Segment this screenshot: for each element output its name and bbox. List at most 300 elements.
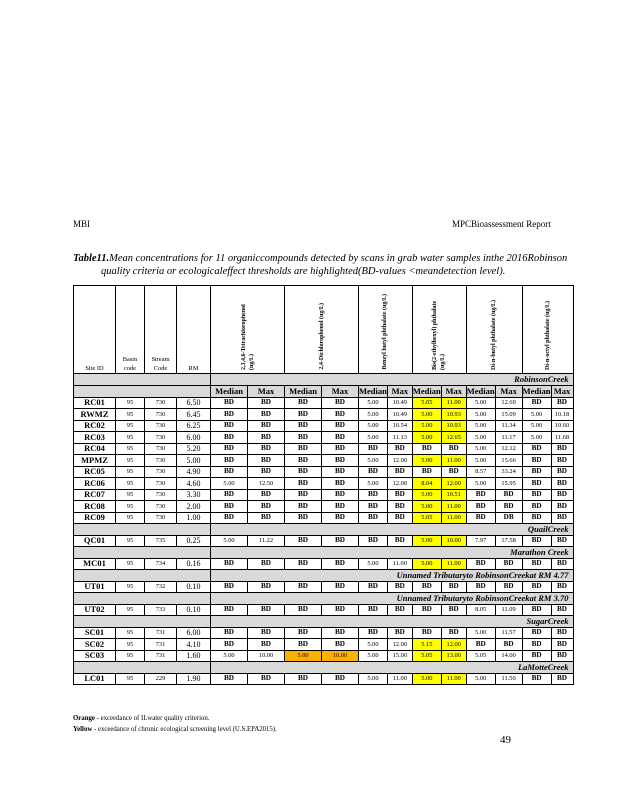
value-cell: BD — [522, 501, 551, 513]
value-cell: BD — [322, 455, 359, 467]
value-cell: BD — [322, 443, 359, 455]
value-cell: 5.00 — [285, 650, 322, 662]
basin-cell: 95 — [116, 581, 145, 593]
stream-cell: 730 — [145, 432, 177, 444]
value-cell: 5.15 — [412, 639, 441, 651]
value-cell: BD — [551, 639, 573, 651]
value-cell: 15.95 — [495, 478, 522, 490]
value-cell: BD — [211, 432, 248, 444]
stream-cell: 730 — [145, 455, 177, 467]
subhead-blank — [74, 385, 211, 397]
value-cell: 5.00 — [466, 478, 495, 490]
basin-cell: 95 — [116, 409, 145, 421]
value-cell: BD — [211, 420, 248, 432]
value-cell: BD — [285, 455, 322, 467]
value-cell: BD — [322, 489, 359, 501]
value-cell: BD — [248, 432, 285, 444]
table-row — [74, 443, 574, 455]
rm-cell: 5.20 — [177, 443, 211, 455]
value-cell: BD — [359, 535, 388, 547]
value-cell: BD — [211, 673, 248, 685]
value-cell: BD — [551, 397, 573, 409]
value-cell: BD — [211, 627, 248, 639]
value-cell: BD — [412, 627, 441, 639]
stream-cell: 730 — [145, 478, 177, 490]
value-cell: BD — [322, 673, 359, 685]
value-cell: BD — [441, 581, 466, 593]
col-compound-2: 2,4-Dichlorophenol (ug/L) — [285, 286, 359, 374]
stream-cell: 730 — [145, 489, 177, 501]
note-yellow: Yellow - exceedance of chronic ecological screening level (U.S.EPA2015). — [73, 726, 277, 733]
median-max-row — [74, 385, 574, 397]
value-cell: 5.00 — [466, 432, 495, 444]
value-cell: BD — [551, 650, 573, 662]
value-cell: BD — [441, 443, 466, 455]
section-title: RobinsonCreek — [211, 374, 574, 386]
value-cell: BD — [387, 443, 412, 455]
value-cell: BD — [551, 627, 573, 639]
value-cell: BD — [522, 512, 551, 524]
value-cell: BD — [387, 627, 412, 639]
value-cell: BD — [551, 604, 573, 616]
value-cell: 5.00 — [359, 409, 388, 421]
value-cell: BD — [322, 432, 359, 444]
value-cell: BD — [322, 466, 359, 478]
table-row — [74, 420, 574, 432]
col-rm: RM — [177, 286, 211, 374]
value-cell: BD — [322, 420, 359, 432]
value-cell: BD — [522, 627, 551, 639]
value-cell: BD — [466, 581, 495, 593]
value-cell: BD — [211, 604, 248, 616]
value-cell: BD — [285, 489, 322, 501]
site-id-cell: RC07 — [74, 489, 116, 501]
value-cell: BD — [248, 420, 285, 432]
value-cell: 10.18 — [551, 409, 573, 421]
max-label: Max — [441, 385, 466, 397]
value-cell: BD — [285, 466, 322, 478]
rm-cell: 0.16 — [177, 558, 211, 570]
value-cell: 8.57 — [466, 466, 495, 478]
value-cell: BD — [248, 397, 285, 409]
table-row — [74, 627, 574, 639]
value-cell: BD — [441, 627, 466, 639]
value-cell: 5.05 — [412, 512, 441, 524]
value-cell: 8.04 — [412, 478, 441, 490]
value-cell: 5.05 — [412, 650, 441, 662]
value-cell: BD — [495, 639, 522, 651]
rm-cell: 6.50 — [177, 397, 211, 409]
value-cell: 12.65 — [441, 432, 466, 444]
value-cell: BD — [522, 558, 551, 570]
value-cell: BD — [522, 443, 551, 455]
table-row — [74, 397, 574, 409]
col-compound-3: Benzyl butyl phthalate (ug/L) — [359, 286, 413, 374]
site-id-cell: UT02 — [74, 604, 116, 616]
value-cell: BD — [322, 501, 359, 513]
table-notes — [73, 713, 277, 735]
basin-cell: 95 — [116, 604, 145, 616]
basin-cell: 95 — [116, 489, 145, 501]
value-cell: 5.00 — [412, 420, 441, 432]
value-cell: BD — [285, 409, 322, 421]
value-cell: 8.05 — [466, 604, 495, 616]
value-cell: BD — [522, 650, 551, 662]
value-cell: BD — [285, 501, 322, 513]
value-cell: BD — [522, 639, 551, 651]
value-cell: BD — [551, 501, 573, 513]
stream-cell: 229 — [145, 673, 177, 685]
value-cell: 15.09 — [495, 409, 522, 421]
value-cell: BD — [211, 455, 248, 467]
stream-cell: 730 — [145, 466, 177, 478]
section-title: Unnamed Tributaryto RobinsonCreekat RM 4.77 — [211, 570, 574, 582]
value-cell: 12.69 — [495, 397, 522, 409]
basin-cell: 95 — [116, 639, 145, 651]
value-cell: BD — [522, 489, 551, 501]
value-cell: BD — [495, 581, 522, 593]
value-cell: 11.00 — [441, 512, 466, 524]
section-blank — [74, 374, 211, 386]
table-row — [74, 466, 574, 478]
value-cell: BD — [285, 512, 322, 524]
col-compound-5: Di-n-butyl phthalate (ug/L) — [466, 286, 522, 374]
value-cell: BD — [359, 489, 388, 501]
value-cell: 5.00 — [466, 627, 495, 639]
basin-cell: 95 — [116, 443, 145, 455]
section-row — [74, 662, 574, 674]
value-cell: 11.00 — [387, 673, 412, 685]
value-cell: 5.00 — [359, 455, 388, 467]
value-cell: 5.00 — [466, 409, 495, 421]
value-cell: BD — [285, 535, 322, 547]
section-title: QuailCreek — [211, 524, 574, 536]
value-cell: 11.34 — [495, 420, 522, 432]
value-cell: BD — [466, 639, 495, 651]
site-id-cell: SC03 — [74, 650, 116, 662]
value-cell: BD — [522, 535, 551, 547]
value-cell: BD — [322, 604, 359, 616]
value-cell: BD — [211, 639, 248, 651]
value-cell: BD — [359, 501, 388, 513]
running-header-left: MBI — [73, 219, 91, 229]
value-cell: BD — [551, 512, 573, 524]
value-cell: BD — [211, 397, 248, 409]
table-row — [74, 650, 574, 662]
value-cell: BD — [285, 397, 322, 409]
rm-cell: 6.45 — [177, 409, 211, 421]
basin-cell: 95 — [116, 478, 145, 490]
value-cell: BD — [412, 466, 441, 478]
value-cell: BD — [387, 535, 412, 547]
rm-cell: 4.10 — [177, 639, 211, 651]
rm-cell: 0.10 — [177, 604, 211, 616]
value-cell: 5.00 — [466, 397, 495, 409]
value-cell: BD — [248, 604, 285, 616]
value-cell: 5.00 — [522, 420, 551, 432]
value-cell: 11.00 — [387, 558, 412, 570]
value-cell: BD — [495, 501, 522, 513]
value-cell: 5.00 — [466, 443, 495, 455]
value-cell: 10.00 — [441, 535, 466, 547]
rm-cell: 1.90 — [177, 673, 211, 685]
value-cell: 11.00 — [441, 397, 466, 409]
value-cell: 5.00 — [211, 650, 248, 662]
value-cell: 13.00 — [441, 650, 466, 662]
value-cell: BD — [359, 443, 388, 455]
value-cell: 12.00 — [441, 639, 466, 651]
table-row — [74, 535, 574, 547]
value-cell: BD — [387, 466, 412, 478]
value-cell: 5.00 — [412, 489, 441, 501]
value-cell: BD — [248, 673, 285, 685]
value-cell: 10.54 — [387, 420, 412, 432]
stream-cell: 732 — [145, 581, 177, 593]
section-row — [74, 570, 574, 582]
value-cell: BD — [285, 478, 322, 490]
caption-line-2: quality criteria or ecologicaleffect thresholds are highlighted(BD-values <meandetection level). — [101, 266, 506, 277]
median-label: Median — [466, 385, 495, 396]
max-label: Max — [248, 385, 285, 397]
section-row — [74, 547, 574, 559]
value-cell: BD — [387, 501, 412, 513]
value-cell: BD — [248, 558, 285, 570]
value-cell: BD — [551, 455, 573, 467]
col-site-id: Site ID — [74, 286, 116, 374]
value-cell: BD — [412, 581, 441, 593]
value-cell: BD — [387, 581, 412, 593]
value-cell: BD — [551, 466, 573, 478]
table-row — [74, 478, 574, 490]
rm-cell: 6.00 — [177, 432, 211, 444]
value-cell: BD — [412, 604, 441, 616]
basin-cell: 95 — [116, 432, 145, 444]
rm-cell: 1.60 — [177, 650, 211, 662]
rm-cell: 4.90 — [177, 466, 211, 478]
value-cell: BD — [551, 535, 573, 547]
value-cell: 11.09 — [495, 604, 522, 616]
table-row — [74, 432, 574, 444]
site-id-cell: RC04 — [74, 443, 116, 455]
stream-cell: 730 — [145, 443, 177, 455]
value-cell: BD — [441, 604, 466, 616]
running-header-right: MPCBioassessment Report — [452, 219, 551, 229]
table-row — [74, 639, 574, 651]
basin-cell: 95 — [116, 558, 145, 570]
max-label: Max — [387, 385, 412, 397]
section-row — [74, 524, 574, 536]
section-blank — [74, 616, 211, 628]
rm-cell: 5.00 — [177, 455, 211, 467]
section-blank — [74, 547, 211, 559]
value-cell: BD — [322, 512, 359, 524]
max-label: Max — [495, 385, 522, 397]
value-cell: BD — [322, 397, 359, 409]
value-cell: BD — [551, 443, 573, 455]
stream-cell: 735 — [145, 535, 177, 547]
value-cell: BD — [248, 501, 285, 513]
value-cell: BD — [522, 673, 551, 685]
value-cell: BD — [522, 478, 551, 490]
value-cell: BD — [466, 512, 495, 524]
stream-cell: 730 — [145, 501, 177, 513]
table-caption — [73, 252, 618, 278]
site-id-cell: RC09 — [74, 512, 116, 524]
value-cell: 5.00 — [466, 455, 495, 467]
site-id-cell: RC06 — [74, 478, 116, 490]
value-cell: BD — [211, 581, 248, 593]
value-cell: 11.17 — [495, 432, 522, 444]
value-cell: 5.05 — [412, 397, 441, 409]
value-cell: 10.93 — [441, 420, 466, 432]
max-label: Max — [551, 385, 573, 397]
value-cell: 5.00 — [522, 432, 551, 444]
basin-cell: 95 — [116, 650, 145, 662]
value-cell: BD — [285, 581, 322, 593]
section-title: LaMotteCreek — [211, 662, 574, 674]
stream-cell: 730 — [145, 397, 177, 409]
data-table — [73, 285, 574, 685]
site-id-cell: RC03 — [74, 432, 116, 444]
value-cell: 12.00 — [441, 478, 466, 490]
value-cell: BD — [211, 466, 248, 478]
value-cell: BD — [551, 478, 573, 490]
section-blank — [74, 570, 211, 582]
value-cell: BD — [522, 455, 551, 467]
value-cell: 5.00 — [522, 409, 551, 421]
value-cell: 5.00 — [412, 432, 441, 444]
value-cell: 12.12 — [495, 443, 522, 455]
value-cell: BD — [248, 409, 285, 421]
value-cell: 15.00 — [387, 650, 412, 662]
value-cell: 11.00 — [441, 558, 466, 570]
col-compound-4: Bis(2-ethylhexyl) phthalate (ug/L) — [412, 286, 466, 374]
rm-cell: 6.00 — [177, 627, 211, 639]
rm-cell: 2.00 — [177, 501, 211, 513]
value-cell: BD — [551, 581, 573, 593]
value-cell: 5.00 — [466, 420, 495, 432]
stream-cell: 730 — [145, 420, 177, 432]
table-row — [74, 455, 574, 467]
value-cell: BD — [441, 466, 466, 478]
value-cell: BD — [248, 466, 285, 478]
value-cell: BD — [285, 432, 322, 444]
value-cell: 5.00 — [466, 673, 495, 685]
value-cell: BD — [211, 489, 248, 501]
site-id-cell: RWMZ — [74, 409, 116, 421]
value-cell: 10.60 — [551, 420, 573, 432]
value-cell: BD — [387, 489, 412, 501]
value-cell: 10.93 — [441, 409, 466, 421]
value-cell: 5.00 — [359, 639, 388, 651]
section-title: SugarCreek — [211, 616, 574, 628]
value-cell: BD — [359, 604, 388, 616]
section-title: Marathon Creek — [211, 547, 574, 559]
value-cell: 5.00 — [211, 478, 248, 490]
value-cell: 5.00 — [412, 409, 441, 421]
value-cell: BD — [285, 558, 322, 570]
stream-cell: 731 — [145, 627, 177, 639]
basin-cell: 95 — [116, 420, 145, 432]
value-cell: BD — [285, 639, 322, 651]
value-cell: BD — [522, 604, 551, 616]
stream-cell: 730 — [145, 409, 177, 421]
value-cell: 5.00 — [359, 432, 388, 444]
value-cell: BD — [248, 443, 285, 455]
basin-cell: 95 — [116, 673, 145, 685]
value-cell: 11.68 — [551, 432, 573, 444]
value-cell: 5.00 — [359, 673, 388, 685]
section-blank — [74, 662, 211, 674]
value-cell: 10.49 — [387, 409, 412, 421]
value-cell: BD — [211, 501, 248, 513]
rm-cell: 1.00 — [177, 512, 211, 524]
table-row — [74, 558, 574, 570]
value-cell: 5.00 — [359, 397, 388, 409]
table-row — [74, 501, 574, 513]
value-cell: 12.50 — [248, 478, 285, 490]
site-id-cell: RC01 — [74, 397, 116, 409]
value-cell: BD — [322, 558, 359, 570]
median-label: Median — [285, 385, 322, 397]
value-cell: BD — [551, 673, 573, 685]
value-cell: BD — [359, 512, 388, 524]
table-row — [74, 604, 574, 616]
value-cell: BD — [322, 639, 359, 651]
value-cell: BD — [322, 581, 359, 593]
median-label: Median — [211, 385, 248, 397]
basin-cell: 95 — [116, 627, 145, 639]
value-cell: BD — [285, 673, 322, 685]
value-cell: 11.00 — [441, 501, 466, 513]
value-cell: BD — [466, 501, 495, 513]
rm-cell: 4.60 — [177, 478, 211, 490]
value-cell: BD — [495, 558, 522, 570]
basin-cell: 95 — [116, 501, 145, 513]
rm-cell: 3.30 — [177, 489, 211, 501]
value-cell: BD — [211, 443, 248, 455]
value-cell: 5.00 — [412, 501, 441, 513]
value-cell: BD — [495, 489, 522, 501]
value-cell: 10.49 — [387, 397, 412, 409]
value-cell: BD — [359, 627, 388, 639]
site-id-cell: RC02 — [74, 420, 116, 432]
value-cell: 5.00 — [359, 420, 388, 432]
header-row — [74, 286, 574, 374]
median-label: Median — [412, 385, 441, 396]
value-cell: 11.57 — [495, 627, 522, 639]
value-cell: BD — [248, 639, 285, 651]
value-cell: BD — [248, 627, 285, 639]
site-id-cell: SC02 — [74, 639, 116, 651]
value-cell: BD — [322, 478, 359, 490]
value-cell: 10.51 — [441, 489, 466, 501]
stream-cell: 730 — [145, 512, 177, 524]
value-cell: BD — [412, 443, 441, 455]
table-row — [74, 581, 574, 593]
col-compound-1: 2,3,4,6-Tetrachlorophenol (ug/L) — [211, 286, 285, 374]
value-cell: 15.66 — [495, 455, 522, 467]
value-cell: BD — [211, 409, 248, 421]
value-cell: 5.00 — [412, 673, 441, 685]
value-cell: 17.58 — [495, 535, 522, 547]
value-cell: 5.05 — [466, 650, 495, 662]
basin-cell: 95 — [116, 455, 145, 467]
section-row — [74, 593, 574, 605]
value-cell: 5.00 — [359, 478, 388, 490]
value-cell: BD — [359, 581, 388, 593]
section-row — [74, 374, 574, 386]
